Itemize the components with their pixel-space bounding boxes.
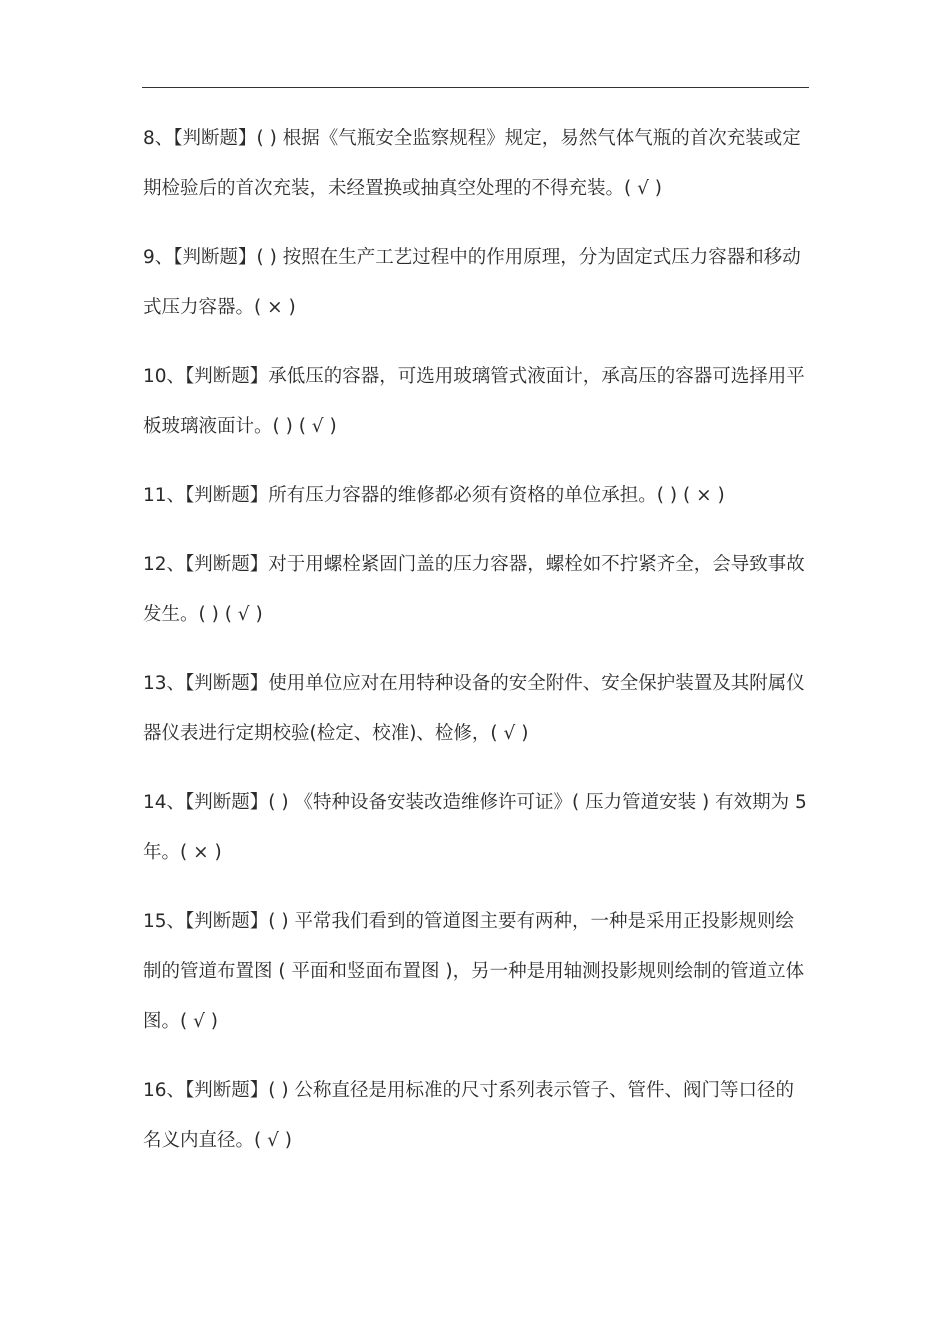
question-11: 11、【判断题】所有压力容器的维修都必须有资格的单位承担。( ) ( × ) bbox=[143, 485, 725, 506]
question-16: 16、【判断题】( ) 公称直径是用标准的尺寸系列表示管子、管件、阀门等口径的名义内直径。( √ ) bbox=[143, 1080, 794, 1151]
question-8: 8、【判断题】( ) 根据《气瓶安全监察规程》规定，易然气体气瓶的首次充装或定期检验后的首次充装，未经置换或抽真空处理的不得充装。( √ ) bbox=[143, 128, 801, 199]
question-list bbox=[143, 114, 810, 1185]
question-15: 15、【判断题】( ) 平常我们看到的管道图主要有两种，一种是采用正投影规则绘制的管道布置图 ( 平面和竖面布置图 )，另一种是用轴测投影规则绘制的管道立体图。( √ ) bbox=[143, 911, 805, 1032]
header-divider bbox=[142, 87, 809, 88]
question-12: 12、【判断题】对于用螺栓紧固门盖的压力容器，螺栓如不拧紧齐全，会导致事故发生。( ) ( √ ) bbox=[143, 554, 805, 625]
question-14: 14、【判断题】( ) 《特种设备安装改造维修许可证》( 压力管道安装 ) 有效期为 5 年。( × ) bbox=[143, 792, 807, 863]
question-10: 10、【判断题】承低压的容器，可选用玻璃管式液面计，承高压的容器可选择用平板玻璃液面计。( ) ( √ ) bbox=[143, 366, 805, 437]
question-9: 9、【判断题】( ) 按照在生产工艺过程中的作用原理，分为固定式压力容器和移动式压力容器。( × ) bbox=[143, 247, 801, 318]
question-13: 13、【判断题】使用单位应对在用特种设备的安全附件、安全保护装置及其附属仪器仪表进行定期校验(检定、校准)、检修，( √ ) bbox=[143, 673, 805, 744]
